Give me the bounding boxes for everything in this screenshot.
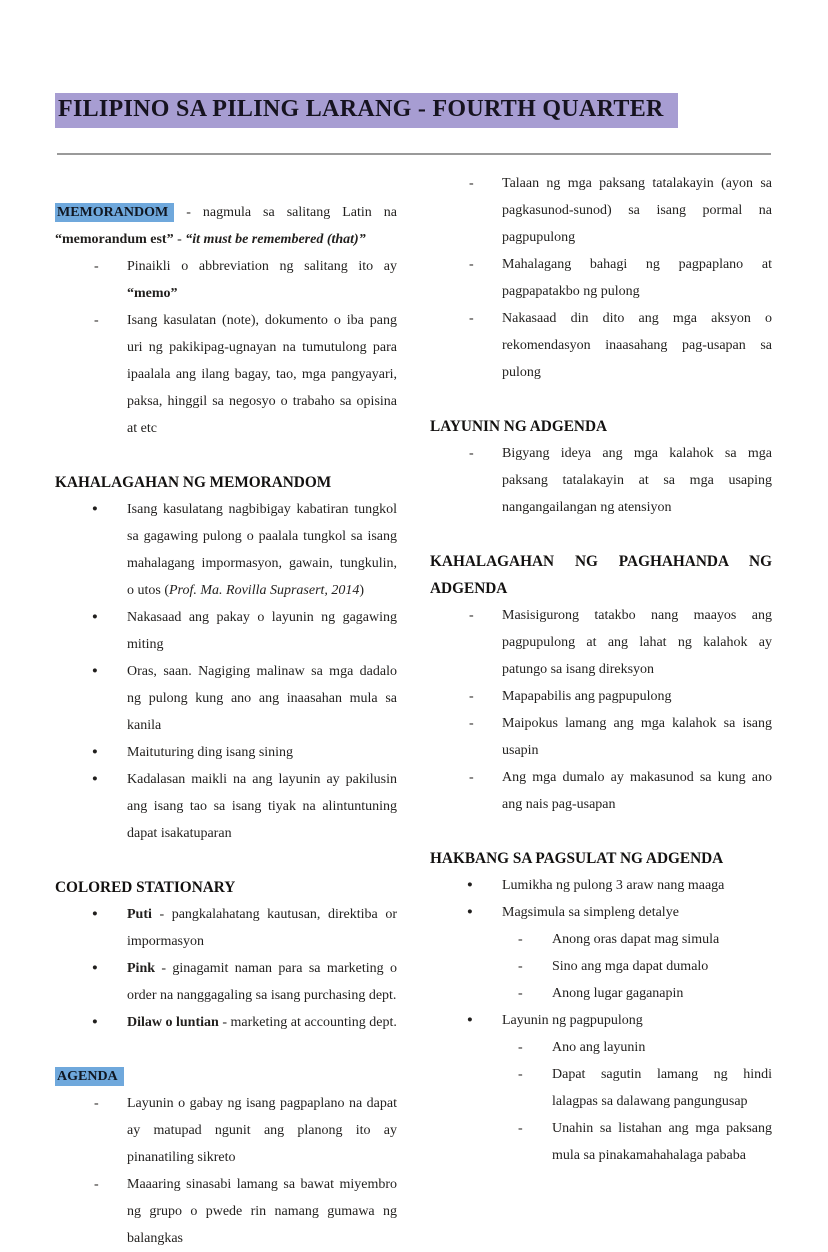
dash-marker: - [518,931,523,947]
dash-marker: - [469,769,474,785]
dash-marker: - [469,688,474,704]
stationary-color-name: Pink [127,960,156,976]
list-item [55,496,397,604]
list-item-text: Talaan ng mga paksang tatalakayin (ayon sa pagkasunod-sunod) sa isang pormal na pagpupulong [502,175,772,245]
section-heading-colored-stationary: COLORED STATIONARY [55,878,236,896]
list-item [430,1007,772,1034]
bullet-marker: ● [92,1016,98,1027]
sub-list-item-text: Sino ang mga dapat dumalo [552,958,709,974]
sub-list-item-text: Dapat sagutin lamang ng hindi lalagpas sa dalawang pangungusap [552,1066,772,1109]
page-title: FILIPINO SA PILING LARANG - FOURTH QUARTER [55,93,678,128]
sub-list-item-text: Ano ang layunin [552,1039,646,1055]
sub-list-item [430,926,772,953]
memorandom-intro-text: - nagmula sa salitang Latin na [174,204,397,220]
list-item-text: Ang mga dumalo ay makasunod sa kung ano ang nais pag-usapan [502,769,772,812]
list-item-text: Maaaring sinasabi lamang sa bawat miyembro ng grupo o pwede rin namang gumawa ng balangkas [127,1176,397,1246]
list-item [430,872,772,899]
list-item [55,955,397,1009]
list-item [55,739,397,766]
stationary-color-name: Puti [127,906,152,922]
dash-marker: - [518,1120,523,1136]
heading-line-1: KAHALAGAHAN NG PAGHAHANDA NG [430,552,772,570]
section-heading-kahalagahan-paghahanda [430,548,772,602]
list-item-text: Bigyang ideya ang mga kalahok sa mga paksang tatalakayin at sa mga usaping nangangailangan ng atensiyon [502,445,772,515]
dash-marker: - [469,175,474,191]
list-item-text: Layunin o gabay ng isang pagpaplano na dapat ay matupad ngunit ang planong ito ay pinanatiling sikreto [127,1095,397,1165]
dash-marker: - [94,1176,99,1192]
list-item [430,305,772,386]
list-item-text: Oras, saan. Nagiging malinaw sa mga dadalo ng pulong kung ano ang inaasahan mula sa kanila [127,663,397,733]
agenda-term-line [55,1063,397,1090]
list-item [430,251,772,305]
sub-list-item-text: Anong lugar gaganapin [552,985,684,1001]
dash-marker: - [94,312,99,328]
list-item-text: - marketing at accounting dept. [218,1014,397,1030]
dash-marker: - [469,310,474,326]
stationary-color-name: Dilaw o luntian [127,1014,219,1030]
right-column [430,155,772,1252]
list-item [55,253,397,307]
list-item [55,901,397,955]
list-item-text: Masisigurong tatakbo nang maayos ang pagpupulong at ang lahat ng kalahok ay patungo sa isang direksyon [502,607,772,677]
bullet-marker: ● [467,906,473,917]
list-item-text: Mahalagang bahagi ng pagpaplano at pagpapatakbo ng pulong [502,256,772,299]
bullet-marker: ● [92,503,98,514]
section-heading-hakbang: HAKBANG SA PAGSULAT NG ADGENDA [430,849,724,867]
list-item [430,170,772,251]
sub-list-item [430,1115,772,1169]
sub-list-item-text: Unahin sa listahan ang mga paksang mula sa pinakamahahalaga pababa [552,1120,772,1163]
bullet-marker: ● [92,746,98,757]
list-item-text: Maipokus lamang ang mga kalahok sa isang usapin [502,715,772,758]
list-item-text: Layunin ng pagpupulong [502,1012,643,1028]
memorandom-term-highlight: MEMORANDOM [55,203,174,222]
list-item [55,766,397,847]
list-item-text: Lumikha ng pulong 3 araw nang maaga [502,877,725,893]
list-item-text: Nakasaad ang pakay o layunin ng gagawing miting [127,609,397,652]
heading-line-2: ADGENDA [430,579,508,597]
citation-text: Prof. Ma. Rovilla Suprasert, 2014 [169,582,360,598]
list-item-text: - ginagamit naman para sa marketing o order na nanggagaling sa isang purchasing dept. [127,960,397,1003]
sub-list-item [430,980,772,1007]
list-item-text: Mapapabilis ang pagpupulong [502,688,672,704]
list-item [430,602,772,683]
list-item-text: Isang kasulatang nagbibigay kabatiran tungkol sa gagawing pulong o paalala tungkol sa isang mahalagang impormasyon, gawain, tungkulin, o utos ( [127,501,397,598]
dash-marker: - [469,607,474,623]
memorandom-separator: - [173,231,186,247]
dash-marker: - [94,258,99,274]
list-item [430,899,772,926]
list-item-text: - pangkalahatang kautusan, direktiba or impormasyon [127,906,397,949]
dash-marker: - [518,958,523,974]
dash-marker: - [469,715,474,731]
list-item-text: Isang kasulatan (note), dokumento o iba pang uri ng pakikipag-ugnayan na tumutulong para ipaalala ang ilang bagay, tao, mga pangyayari, paksa, hinggil sa negosyo o trabaho sa opisina at etc [127,312,397,436]
list-item [430,710,772,764]
dash-marker: - [469,445,474,461]
list-item-text: Nakasaad din dito ang mga aksyon o rekomendasyon inaasahang pag-usapan sa pulong [502,310,772,380]
list-item [430,764,772,818]
agenda-term-highlight: AGENDA [55,1067,124,1086]
sub-list-item-text: Anong oras dapat mag simula [552,931,720,947]
list-item [55,658,397,739]
section-heading-layunin-adgenda: LAYUNIN NG ADGENDA [430,417,608,435]
bullet-marker: ● [92,611,98,622]
memo-abbrev: “memo” [127,285,178,301]
list-item [55,1009,397,1036]
two-column-layout [55,155,772,1252]
list-item-text: Magsimula sa simpleng detalye [502,904,679,920]
sub-list-item [430,1034,772,1061]
citation-close: ) [359,582,365,598]
bullet-marker: ● [92,665,98,676]
dash-marker: - [94,1095,99,1111]
dash-marker: - [518,1066,523,1082]
list-item [55,1171,397,1252]
list-item-text: Pinaikli o abbreviation ng salitang ito ay [127,258,397,274]
list-item [430,440,772,521]
bullet-marker: ● [467,879,473,890]
memorandom-meaning-phrase: “it must be remembered (that)” [185,231,366,247]
section-heading-kahalagahan-memorandom: KAHALAGAHAN NG MEMORANDOM [55,473,332,491]
bullet-marker: ● [467,1014,473,1025]
bullet-marker: ● [92,962,98,973]
bullet-marker: ● [92,773,98,784]
list-item [55,604,397,658]
list-item [55,1090,397,1171]
left-column [55,155,397,1252]
dash-marker: - [518,985,523,1001]
sub-list-item [430,953,772,980]
list-item-text: Kadalasan maikli na ang layunin ay pakilusin ang isang tao sa isang tiyak na alintuntuning dapat isakatuparan [127,771,397,841]
sub-list-item [430,1061,772,1115]
dash-marker: - [469,256,474,272]
list-item-text: Maituturing ding isang sining [127,744,294,760]
list-item [430,683,772,710]
bullet-marker: ● [92,908,98,919]
list-item [55,307,397,442]
memorandom-latin-phrase: “memorandum est” [55,231,174,247]
dash-marker: - [518,1039,523,1055]
memorandom-definition [55,199,397,253]
